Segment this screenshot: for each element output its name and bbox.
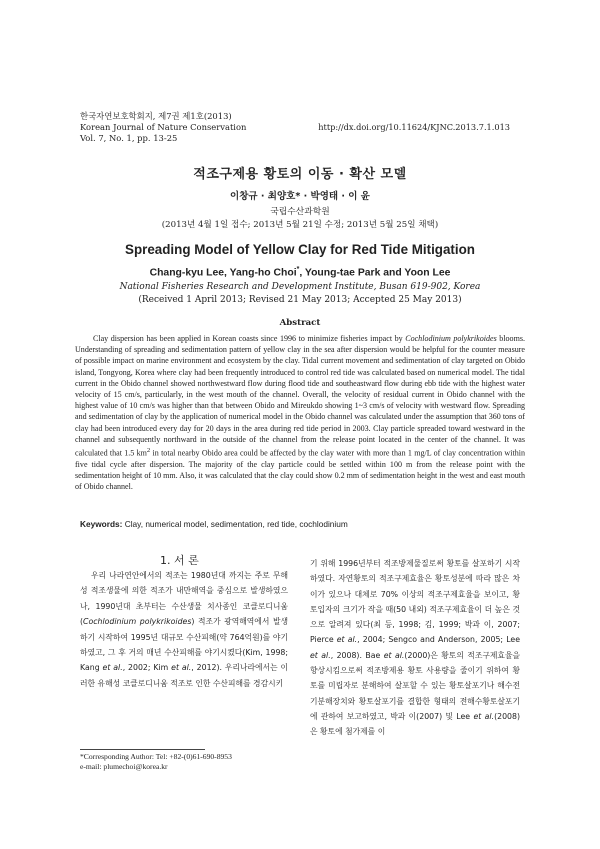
right-text-a: 기 위해 1996년부터 적조방제물질로써 황토를 살포하기 시작하였다. 자연황토의 적조구제효율은 황토성분에 따라 많은 차이가 있으나 대체로 70% 이상의 적조구제효율을 보이고, 황토입자의 크기가 작을 때(50 내외) 적조구제효율이 더 높은 것으로 알려져 있다(최 등, 1998; 김, 1999; 박과 이, 2007; Pierce	[310, 559, 520, 645]
left-etal-2: et al.	[171, 663, 192, 673]
title-korean: 적조구제용 황토의 이동 · 확산 모델	[193, 167, 407, 182]
paragraph-left	[80, 568, 288, 691]
authors-part2: , Young-tae Park and Yoon Lee	[299, 267, 451, 279]
journal-header	[80, 111, 246, 144]
right-etal-3: et al.	[383, 650, 405, 660]
right-text-d: (2000)은 황토의 적조구제효율을 향상시킴으로써 적조방제용 황토 사용량을 줄이기 위하여 황토를 미립자로 분해하여 살포할 수 있는 황토살포기나 해수전기분해장치와 황토살포기를 결합한 형태의 전해수황토살포기에 관하여 보고하였고, 박과 이(2007) 및 Lee	[310, 650, 521, 721]
abstract-species: Cochlodinium polykrikoides	[405, 334, 497, 343]
footnote-divider	[80, 749, 205, 750]
left-text-d: , 2012). 우리나라에서는 이러한 유해성 코클로디니움 적조로 인한 수산피해를 경감시키	[80, 663, 289, 688]
dates-english: (Received 1 April 2013; Revised 21 May 2013; Accepted 25 May 2013)	[138, 295, 462, 305]
dates-korean: (2013년 4월 1일 접수; 2013년 5월 21일 수정; 2013년 5월 25일 채택)	[161, 220, 439, 230]
abstract-superscript: 2	[146, 447, 151, 455]
keywords-label: Keywords:	[80, 519, 123, 529]
left-text-c: , 2002; Kim	[122, 663, 172, 673]
abstract-heading: Abstract	[279, 318, 321, 328]
right-etal-1: et al.	[336, 635, 358, 645]
left-text-b: ) 적조가 광역해역에서 발생하기 시작하여 1995년 대규모 수산피해(약 764억원)를 야기하였고, 그 후 거의 매년 수산피해를 야기시켰다(Kim, 1998; Kang	[80, 617, 289, 673]
corresponding-author-email[interactable]: e-mail: plumechoi@korea.kr	[80, 762, 168, 772]
corresponding-mark: *	[296, 266, 300, 273]
keywords-text: Clay, numerical model, sedimentation, red tide, cochlodinium	[122, 519, 348, 529]
footnote	[80, 752, 232, 773]
affiliation-korean: 국립수산과학원	[270, 207, 330, 217]
abstract-body	[75, 333, 525, 493]
title-english: Spreading Model of Yellow Clay for Red Tide Mitigation	[125, 242, 475, 257]
abstract-text-b: blooms. Understanding of spreading and sedimentation pattern of yellow clay in the sea after dispersion would be helpful for the counter measure of possible impact on marine environment and ecosystem by the clay. Tidal current movement and sedimentation of clay targeted on Obido island, Tongyong, Korea where clay had been frequently introduced to control red tide was calculated based on numerical model. The tidal current in the Obido channel showed northwestward flow during flood tide and southeastward flow during ebb tide with the highest water velocity of 15 cm/s, particularly, in the west mouth of the channel. Overall, the velocity of residual current in Obido channel with the highest value of 10 cm/s was higher than that between Obido and Mireukdo showing 1~3 cm/s of velocity with westward flow. Spreading and sedimentation of clay by the application of numerical model in the Obido channel was calculated under the assumption that 360 tons of clay had been introduced every day for 20 days in the area during red tide period in 2003. Clay particle spreaded toward westward in the channel and subsequently northward in the outside of the channel from the release point located in the center of the channel. It was calculated that 1.5 km	[75, 334, 525, 458]
body-column-right	[310, 556, 520, 740]
left-species: Cochlodinium polykrikoides	[83, 617, 192, 627]
body-column-left	[80, 568, 288, 691]
section-heading-introduction: 1. 서 론	[160, 554, 199, 567]
authors-english	[0, 266, 600, 278]
right-text-b: , 2004; Sengco and Anderson, 2005; Lee	[357, 635, 520, 645]
authors-korean: 이창규 · 최양호* · 박영태 · 이 윤	[230, 191, 370, 202]
right-text-e: (2008)은 황토에 첨가제를 이	[310, 711, 520, 737]
right-etal-4: et al.	[473, 711, 495, 721]
affiliation-english: National Fisheries Research and Development Institute, Busan 619-902, Korea	[119, 282, 481, 292]
journal-name-korean: 한국자연보호학회지, 제7권 제1호(2013)	[80, 111, 232, 121]
paragraph-right	[310, 556, 520, 740]
abstract-text-c: in total nearby Obido area could be affected by the clay water with more than 1 mg/L of clay concentration within five tidal cycle after dispersion. The majority of the clay particle could be settled within 100 m from the release point with the sedimentation height of 10 mm. Also, it was calculated that the clay could show 0.2 mm of sedimentation height in the west and east mouth of Obido channel.	[75, 448, 525, 492]
keywords	[80, 519, 348, 529]
abstract-text-a: Clay dispersion has been applied in Korean coasts since 1996 to minimize fisheries impact by	[93, 334, 406, 343]
left-text-a: 우리 나라연안에서의 적조는 1980년대 까지는 주로 무해성 적조생물에 의한 적조가 내만해역을 중심으로 발생하였으나, 1990년대 초부터는 수산생물 치사종인 코클로디니움(	[80, 571, 288, 627]
left-etal-1: et al.	[102, 663, 123, 673]
doi-link[interactable]: http://dx.doi.org/10.11624/KJNC.2013.7.1.013	[318, 122, 510, 132]
right-etal-2: et al.	[310, 650, 331, 660]
authors-part1: Chang-kyu Lee, Yang-ho Choi	[149, 267, 297, 279]
corresponding-author-tel: *Corresponding Author: Tel: +82-(0)61-690-8953	[80, 752, 232, 761]
volume-info: Vol. 7, No. 1, pp. 13-25	[80, 133, 178, 143]
journal-name-english: Korean Journal of Nature Conservation	[80, 122, 247, 132]
right-text-c: , 2008). Bae	[330, 650, 384, 660]
